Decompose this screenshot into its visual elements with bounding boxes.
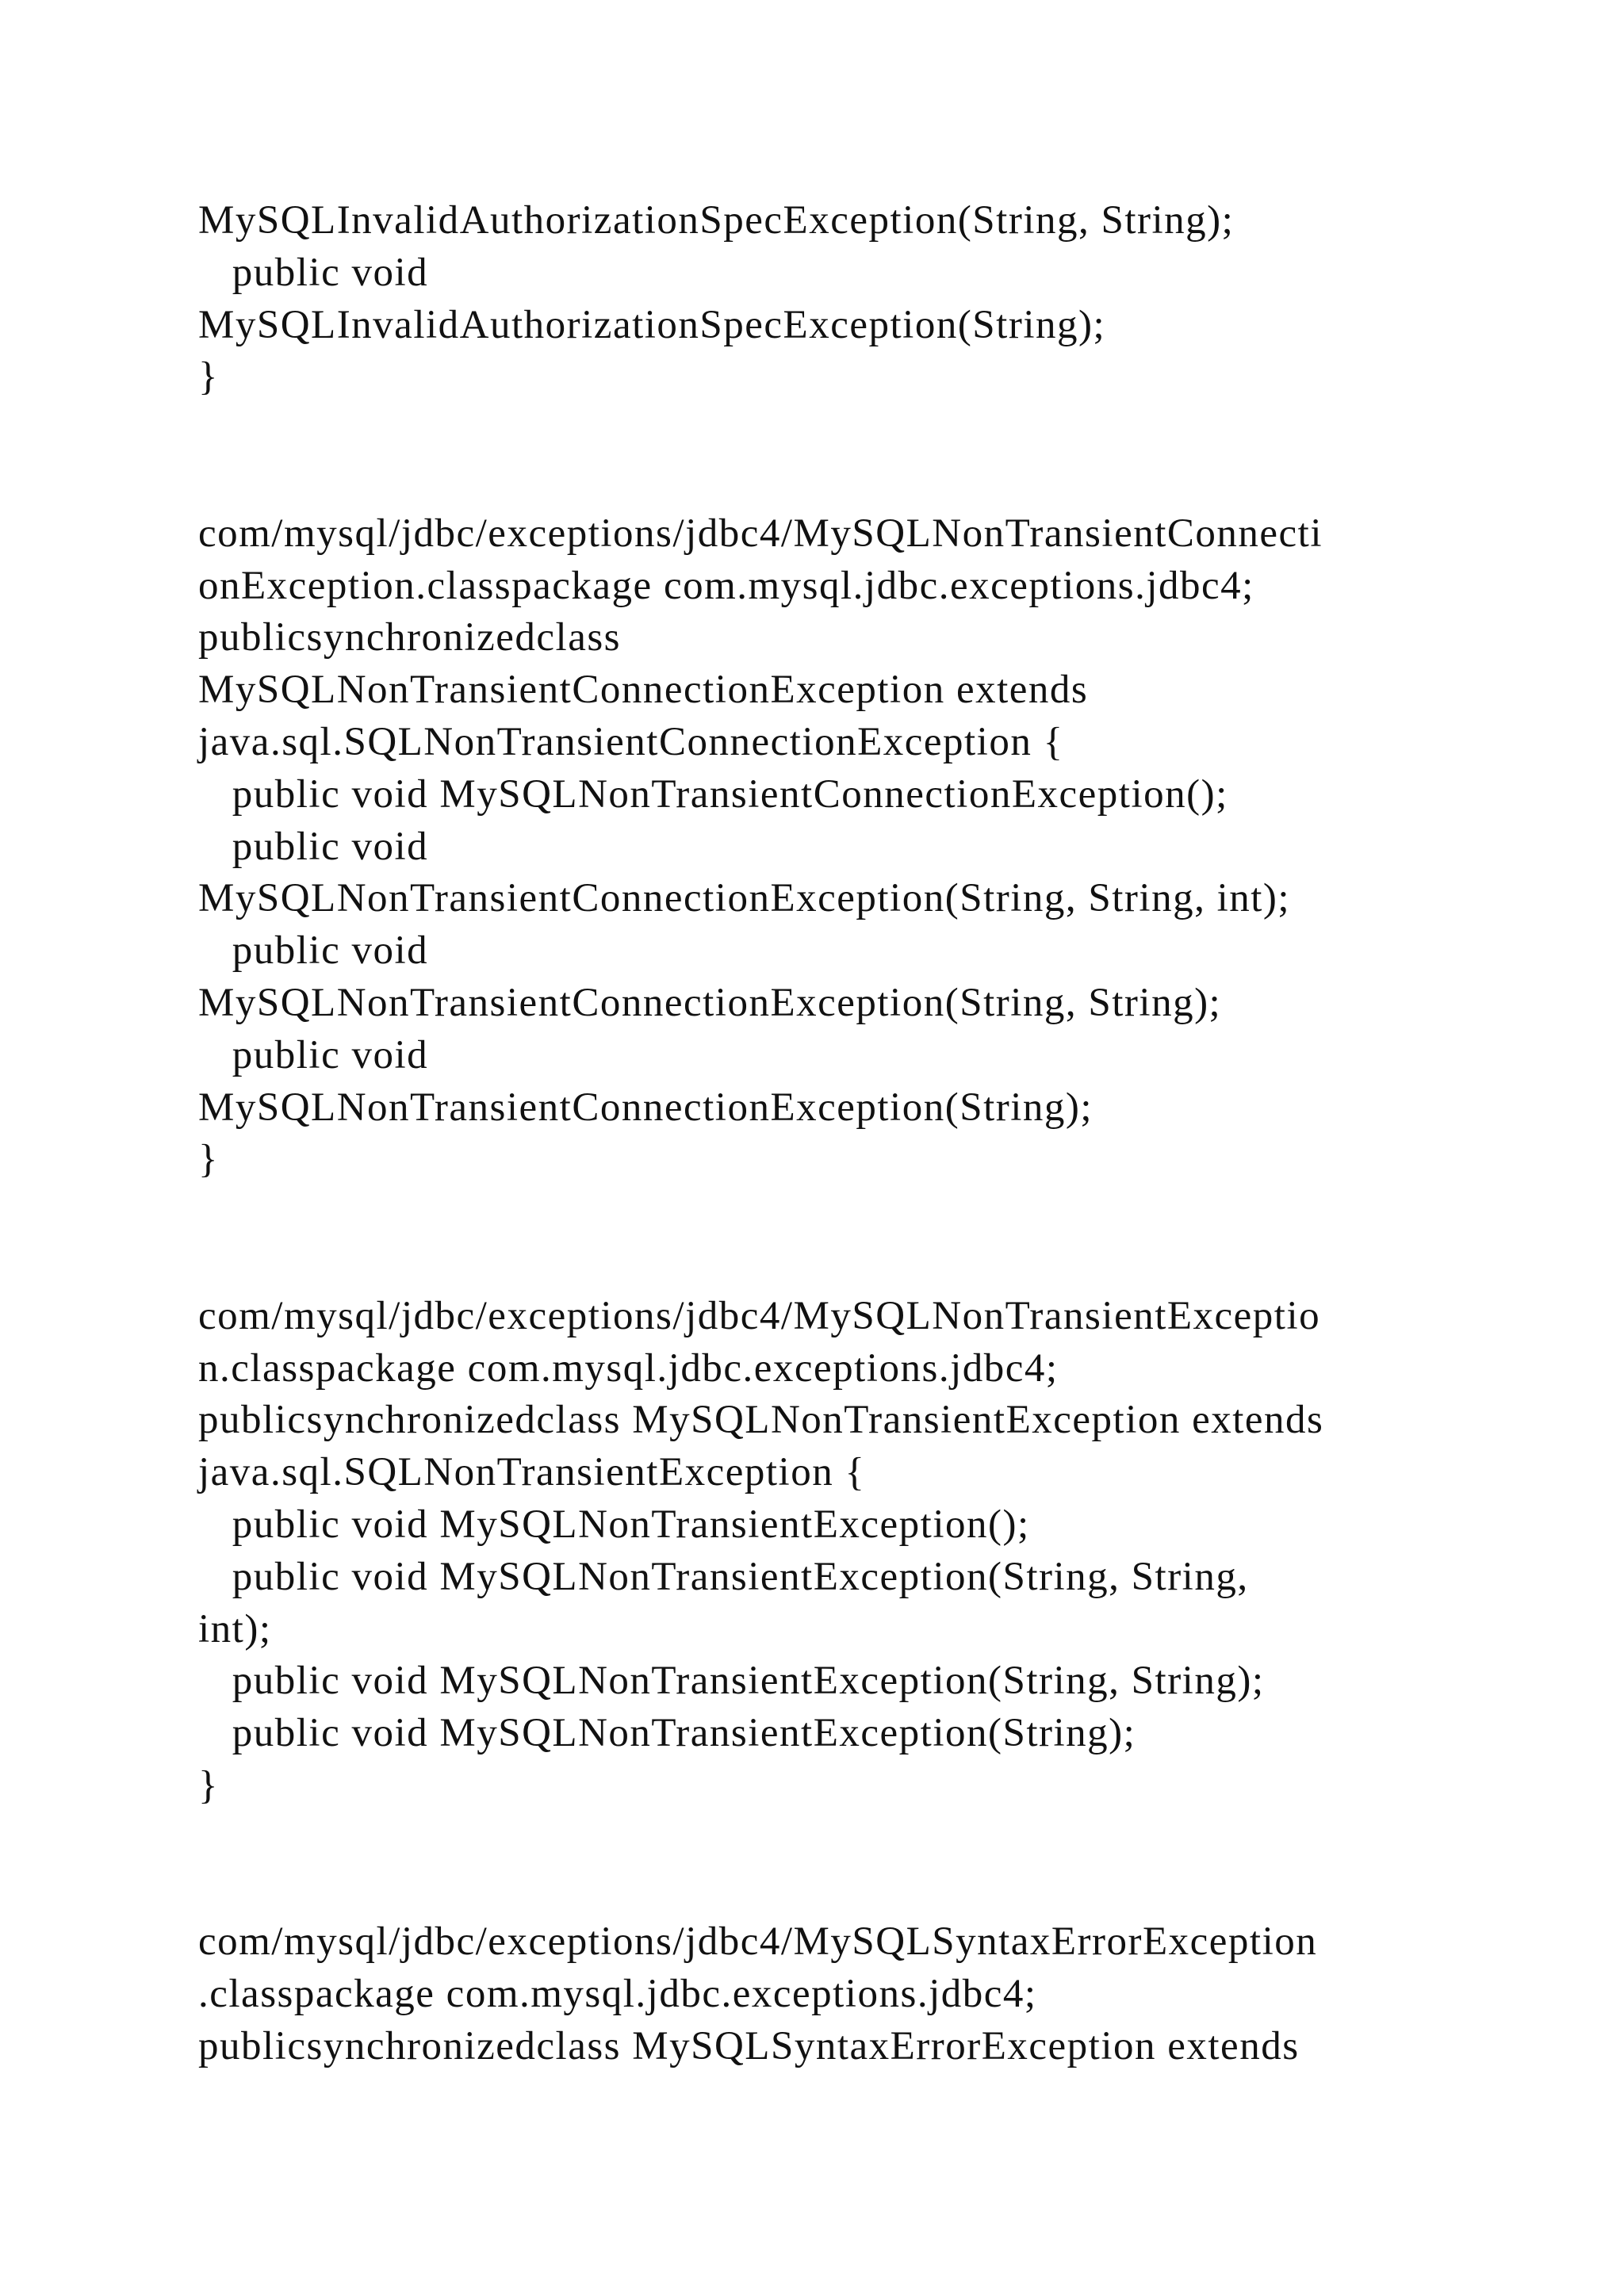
text-line: n.classpackage com.mysql.jdbc.exceptions.jdbc4;	[198, 1345, 1059, 1391]
text-line: publicsynchronizedclass MySQLNonTransientException extends	[198, 1398, 1324, 1443]
text-line: public void MySQLNonTransientException(String, String);	[198, 1659, 1265, 1704]
blank-line	[198, 456, 1499, 508]
blank-line	[198, 1186, 1499, 1238]
text-line: public void MySQLNonTransientException(String);	[198, 1711, 1136, 1756]
text-line: }	[198, 1762, 219, 1808]
text-line: publicsynchronizedclass MySQLSyntaxErrorException extends	[198, 2023, 1300, 2068]
text-line: }	[198, 354, 219, 400]
text-line: }	[198, 1137, 219, 1182]
text-line: MySQLNonTransientConnectionException(String);	[198, 1085, 1094, 1130]
text-line: public void	[198, 1032, 429, 1077]
text-line: public void MySQLNonTransientException();	[198, 1502, 1030, 1547]
text-line: com/mysql/jdbc/exceptions/jdbc4/MySQLNonTransientConnecti	[198, 511, 1323, 556]
text-line: com/mysql/jdbc/exceptions/jdbc4/MySQLSyntaxErrorException	[198, 1919, 1318, 1965]
text-line: com/mysql/jdbc/exceptions/jdbc4/MySQLNonTransientExceptio	[198, 1293, 1321, 1338]
text-line: .classpackage com.mysql.jdbc.exceptions.jdbc4;	[198, 1972, 1037, 2017]
text-line: onException.classpackage com.mysql.jdbc.exceptions.jdbc4;	[198, 563, 1254, 608]
text-line: MySQLInvalidAuthorizationSpecException(String, String);	[198, 198, 1235, 243]
blank-line	[198, 1865, 1499, 1917]
text-line: public void	[198, 928, 429, 974]
text-line: public void	[198, 250, 429, 295]
blank-line	[198, 1238, 1499, 1291]
text-line: publicsynchronizedclass	[198, 615, 622, 660]
text-line: MySQLNonTransientConnectionException extends	[198, 668, 1089, 713]
blank-line	[198, 1812, 1499, 1865]
text-line: public void	[198, 824, 429, 869]
text-line: MySQLNonTransientConnectionException(String, String, int);	[198, 876, 1291, 921]
document-text	[198, 195, 1499, 2073]
blank-line	[198, 404, 1499, 456]
text-line: java.sql.SQLNonTransientException {	[198, 1450, 866, 1495]
text-line: int);	[198, 1606, 272, 1651]
text-line: MySQLInvalidAuthorizationSpecException(String);	[198, 302, 1106, 347]
text-line: public void MySQLNonTransientException(String, String,	[198, 1554, 1249, 1599]
text-line: public void MySQLNonTransientConnectionException();	[198, 771, 1228, 817]
text-line: java.sql.SQLNonTransientConnectionException {	[198, 719, 1064, 764]
text-line: MySQLNonTransientConnectionException(String, String);	[198, 980, 1222, 1025]
